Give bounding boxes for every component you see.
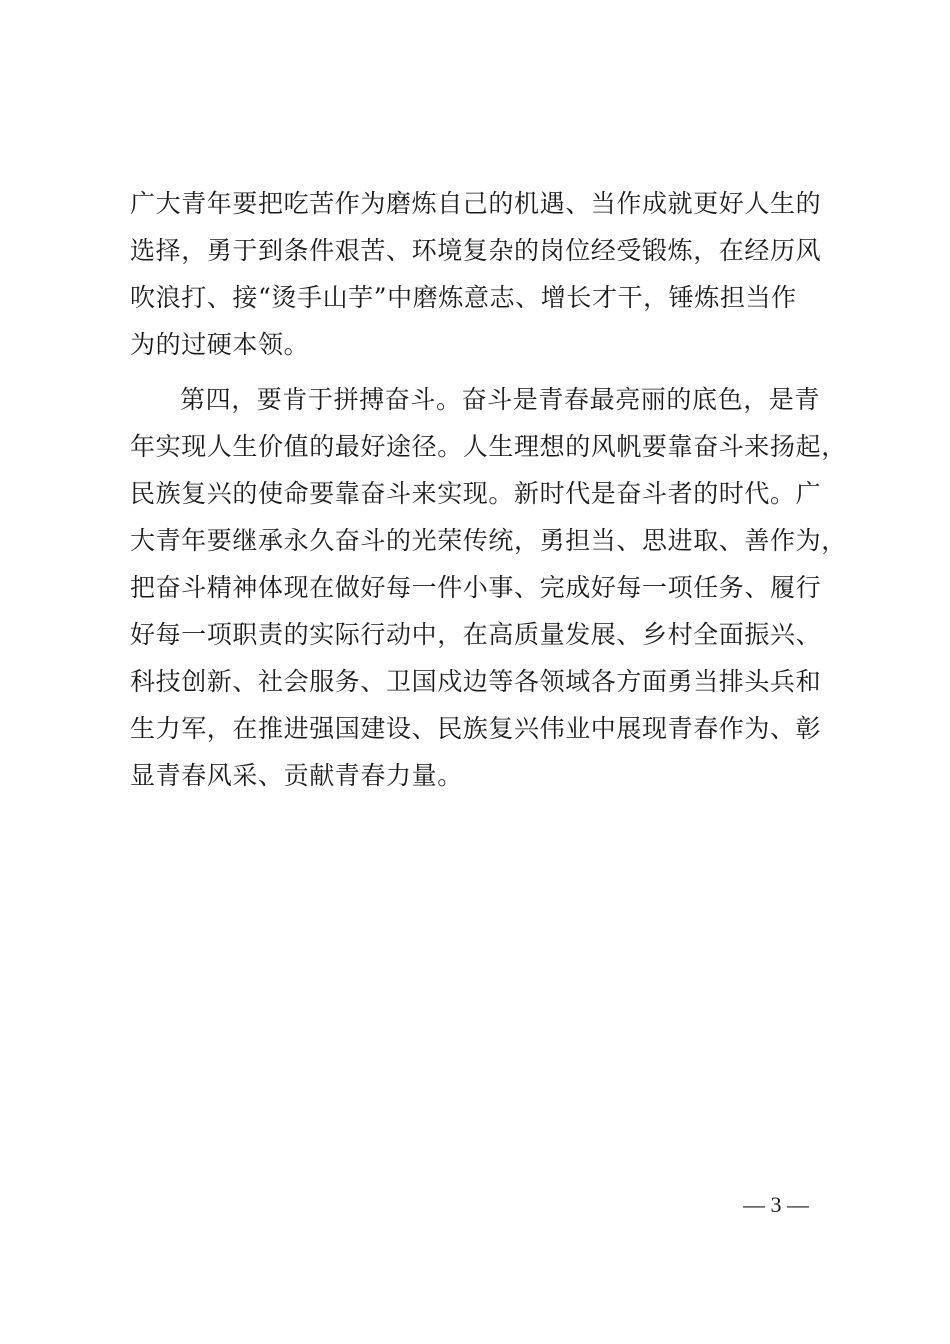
paragraph-line: 为的过硬本领。 (130, 330, 310, 359)
paragraph-1 (130, 180, 830, 368)
document-body (130, 180, 847, 799)
paragraph-line: 生力军，在推进强国建设、民族复兴伟业中展现青春作为、彰 (130, 714, 822, 743)
paragraph-line: 科技创新、社会服务、卫国戍边等各领域各方面勇当排头兵和 (130, 667, 822, 696)
paragraph-spacing (130, 368, 830, 376)
paragraph-line: 好每一项职责的实际行动中，在高质量发展、乡村全面振兴、 (130, 620, 822, 649)
paragraph-line: 把奋斗精神体现在做好每一件小事、完成好每一项任务、履行 (130, 573, 822, 602)
paragraph-line: 选择，勇于到条件艰苦、环境复杂的岗位经受锻炼，在经历风 (130, 236, 822, 265)
paragraph-line: 民族复兴的使命要靠奋斗来实现。新时代是奋斗者的时代。广 (130, 479, 822, 508)
paragraph-line: 大青年要继承永久奋斗的光荣传统，勇担当、思进取、善作为， (130, 526, 847, 555)
paragraph-line: 年实现人生价值的最好途径。人生理想的风帆要靠奋斗来扬起， (130, 432, 847, 461)
paragraph-line: 吹浪打、接“烫手山芋”中磨炼意志、增长才干，锤炼担当作 (130, 283, 797, 312)
paragraph-line: 第四，要肯于拼搏奋斗。奋斗是青春最亮丽的底色，是青 (180, 385, 821, 414)
paragraph-line: 广大青年要把吃苦作为磨炼自己的机遇、当作成就更好人生的 (130, 189, 822, 218)
paragraph-2 (130, 376, 847, 799)
paragraph-line: 显青春风采、贡献青春力量。 (130, 761, 463, 790)
page-number: — 3 — (743, 1192, 809, 1217)
